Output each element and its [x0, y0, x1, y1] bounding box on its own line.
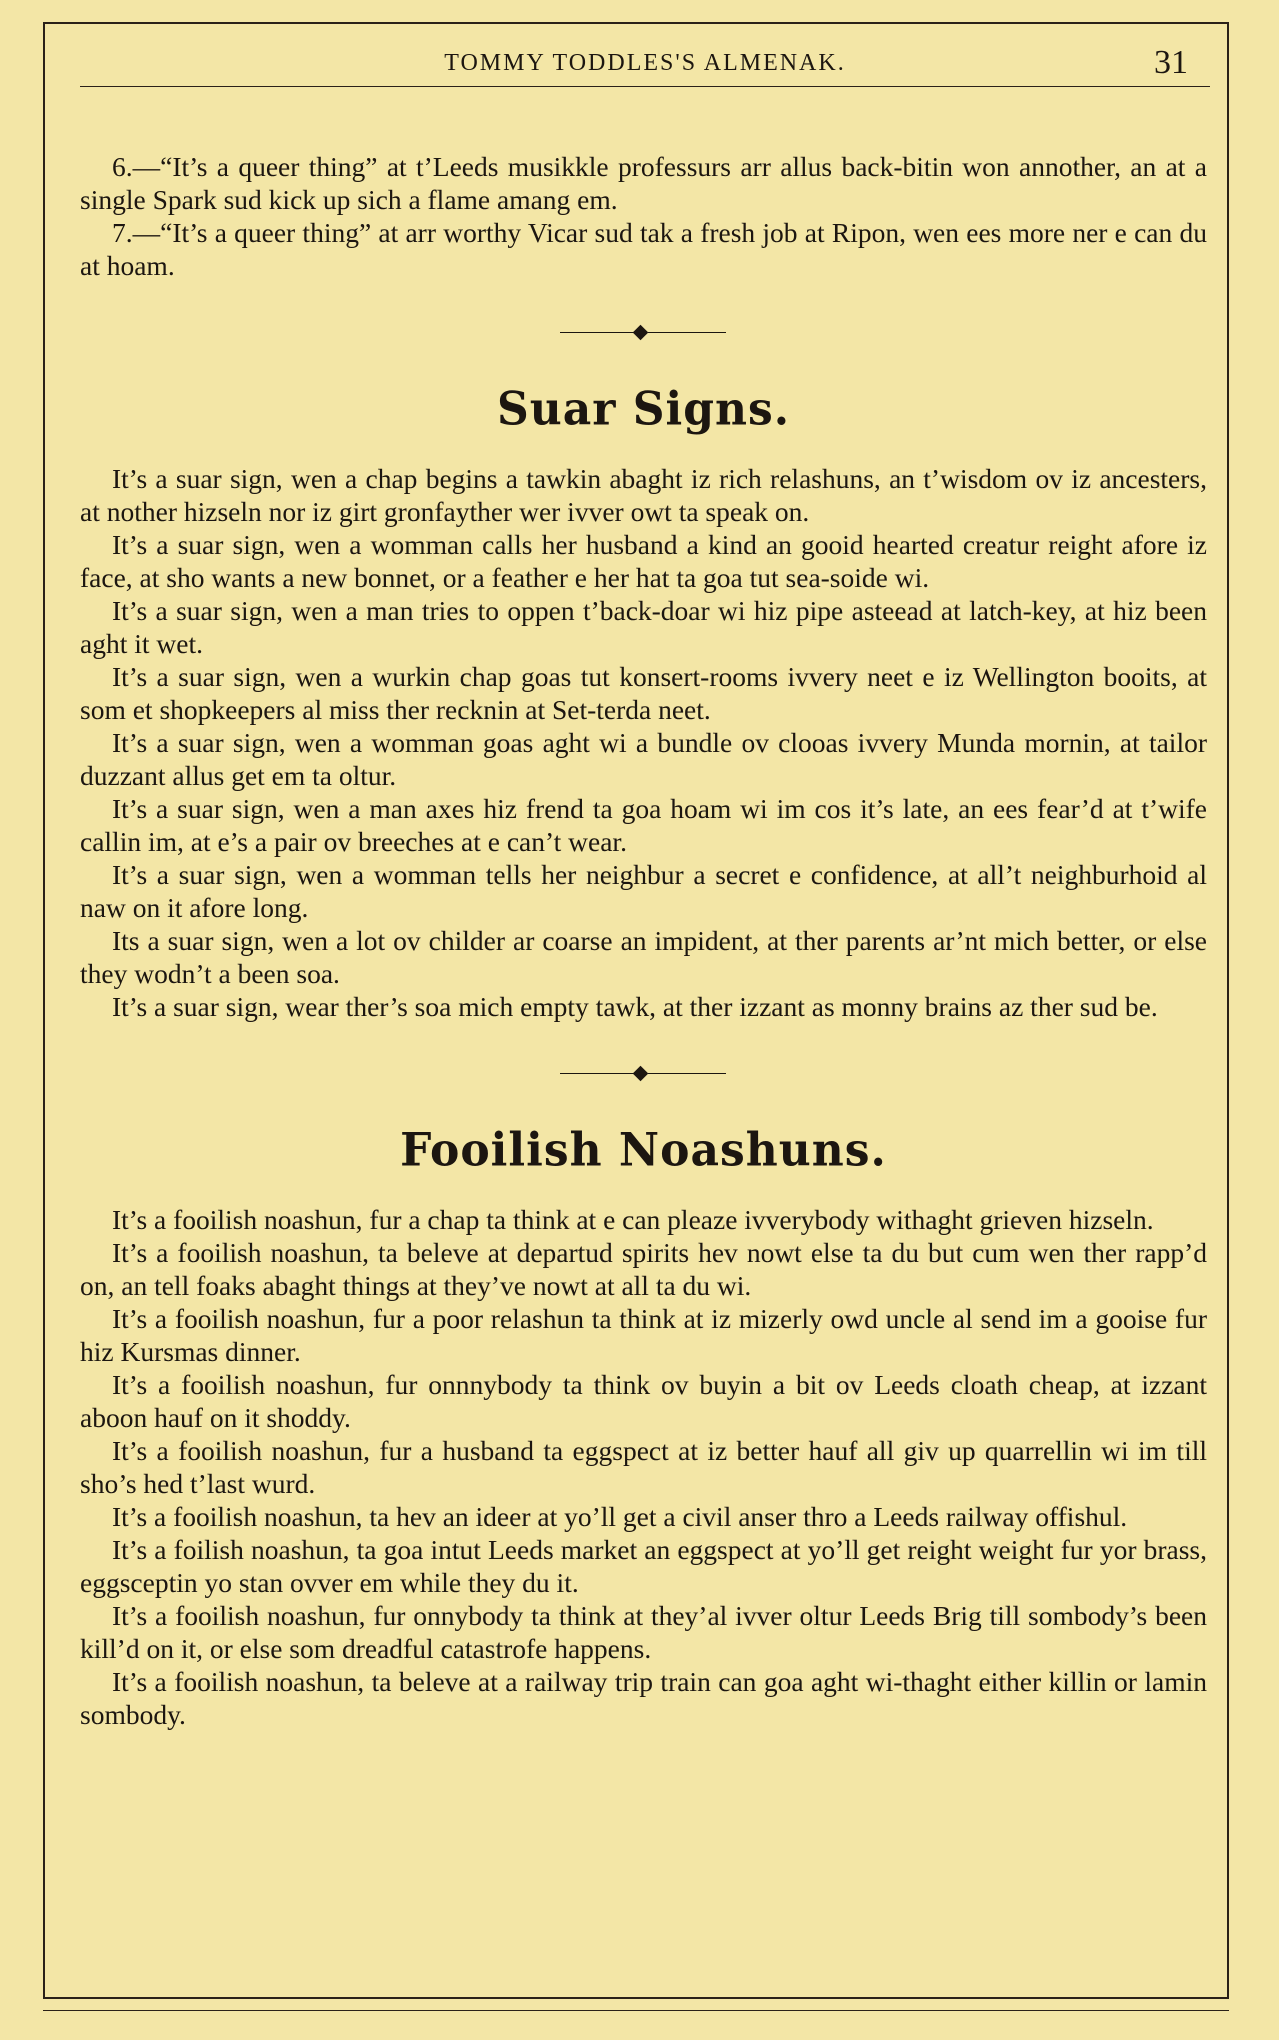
diamond-ornament-icon	[633, 325, 649, 341]
running-head: TOMMY TODDLES'S ALMENAK.	[444, 50, 846, 76]
page-body	[80, 150, 1207, 1731]
divider-line	[648, 332, 726, 333]
section-paragraph: It’s a fooilish noashun, fur a husband ta eggspect at iz better hauf all giv up quarrellin wi im till sho’s hed t’last wurd.	[80, 1435, 1207, 1499]
section-paragraph: It’s a suar sign, wen a womman goas aght wi a bundle ov clooas ivvery Munda mornin, at tailor duzzant allus get em ta oltur.	[80, 727, 1207, 791]
intro-block	[80, 150, 1207, 282]
intro-paragraph: 7.—“It’s a queer thing” at arr worthy Vicar sud tak a fresh job at Ripon, wen ees more ner e can du at hoam.	[80, 217, 1207, 281]
section-paragraph: It’s a fooilish noashun, fur a chap ta think at e can pleaze ivverybody withaght grieven hizseln.	[112, 1204, 1154, 1235]
page-number: 31	[1154, 44, 1188, 81]
section-paragraph: It’s a suar sign, wen a wurkin chap goas tut konsert-rooms ivvery neet e iz Wellington booits, at som et shopkeepers al miss ther recknin at Set-terda neet.	[80, 661, 1207, 725]
section-paragraph: It’s a suar sign, wen a chap begins a tawkin abaght iz rich relashuns, an t’wisdom ov iz ancesters, at nother hizseln nor iz girt gronfayther wer ivver owt ta speak on.	[80, 463, 1207, 527]
divider-line	[648, 1073, 726, 1074]
diamond-ornament-icon	[633, 1066, 649, 1082]
section-paragraph: It’s a foilish noashun, ta goa intut Leeds market an eggspect at yo’ll get reight weight fur yor brass, eggsceptin yo stan ovver em while they du it.	[80, 1534, 1207, 1598]
section-paragraph: It’s a suar sign, wen a man axes hiz frend ta goa hoam wi im cos it’s late, an ees fear’d at t’wife callin im, at e’s a pair ov breeches at e can’t wear.	[80, 793, 1207, 857]
divider-line	[560, 1073, 634, 1074]
intro-paragraph: 6.—“It’s a queer thing” at t’Leeds musikkle professurs arr allus back-bitin won annother, an at a single Spark sud kick up sich a flame amang em.	[80, 151, 1207, 215]
section-paragraph: It’s a suar sign, wen a man tries to oppen t’back-doar wi hiz pipe asteead at latch-key, at hiz been aght it wet.	[80, 595, 1207, 659]
section-paragraph: It’s a suar sign, wen a womman calls her husband a kind an gooid hearted creatur reight afore iz face, at sho wants a new bonnet, or a feather e her hat ta goa tut sea-soide wi.	[80, 529, 1207, 593]
section-fooilish-noashuns	[80, 1125, 1207, 1731]
section-paragraph: Its a suar sign, wen a lot ov childer ar coarse an impident, at ther parents ar’nt mich better, or else they wodn’t a been soa.	[80, 925, 1207, 989]
ornamental-divider	[80, 1057, 1207, 1091]
section-title: Fooilish Noashuns.	[400, 1123, 887, 1178]
section-paragraph: It’s a suar sign, wear ther’s soa mich empty tawk, at ther izzant as monny brains az ther sud be.	[112, 991, 1158, 1022]
section-paragraph: It’s a fooilish noashun, fur onnnybody ta think ov buyin a bit ov Leeds cloath cheap, at izzant aboon hauf on it shoddy.	[80, 1369, 1207, 1433]
page-header	[80, 46, 1210, 87]
section-paragraph: It’s a fooilish noashun, fur onnybody ta think at they’al ivver oltur Leeds Brig till sombody’s been kill’d on it, or else som dreadful catastrofe happens.	[80, 1600, 1207, 1664]
ornamental-divider	[80, 316, 1207, 350]
divider-line	[560, 332, 634, 333]
section-paragraph: It’s a fooilish noashun, ta beleve at a railway trip train can goa aght wi-thaght either killin or lamin sombody.	[80, 1666, 1207, 1730]
section-paragraph: It’s a fooilish noashun, ta beleve at departud spirits hev nowt else ta du but cum wen ther rapp’d on, an tell foaks abaght things at they’ve nowt at all ta du wi.	[80, 1237, 1207, 1301]
section-paragraph: It’s a suar sign, wen a womman tells her neighbur a secret e confidence, at all’t neighburhoid al naw on it afore long.	[80, 859, 1207, 923]
section-title: Suar Signs.	[496, 382, 791, 437]
bottom-rule	[43, 2010, 1229, 2011]
section-paragraph: It’s a fooilish noashun, fur a poor relashun ta think at iz mizerly owd uncle al send im a gooise fur hiz Kursmas dinner.	[80, 1303, 1207, 1367]
section-suar-signs	[80, 384, 1207, 1023]
bottom-rule	[43, 1997, 1229, 1999]
section-paragraph: It’s a fooilish noashun, ta hev an ideer at yo’ll get a civil anser thro a Leeds railway offishul.	[112, 1501, 1128, 1532]
